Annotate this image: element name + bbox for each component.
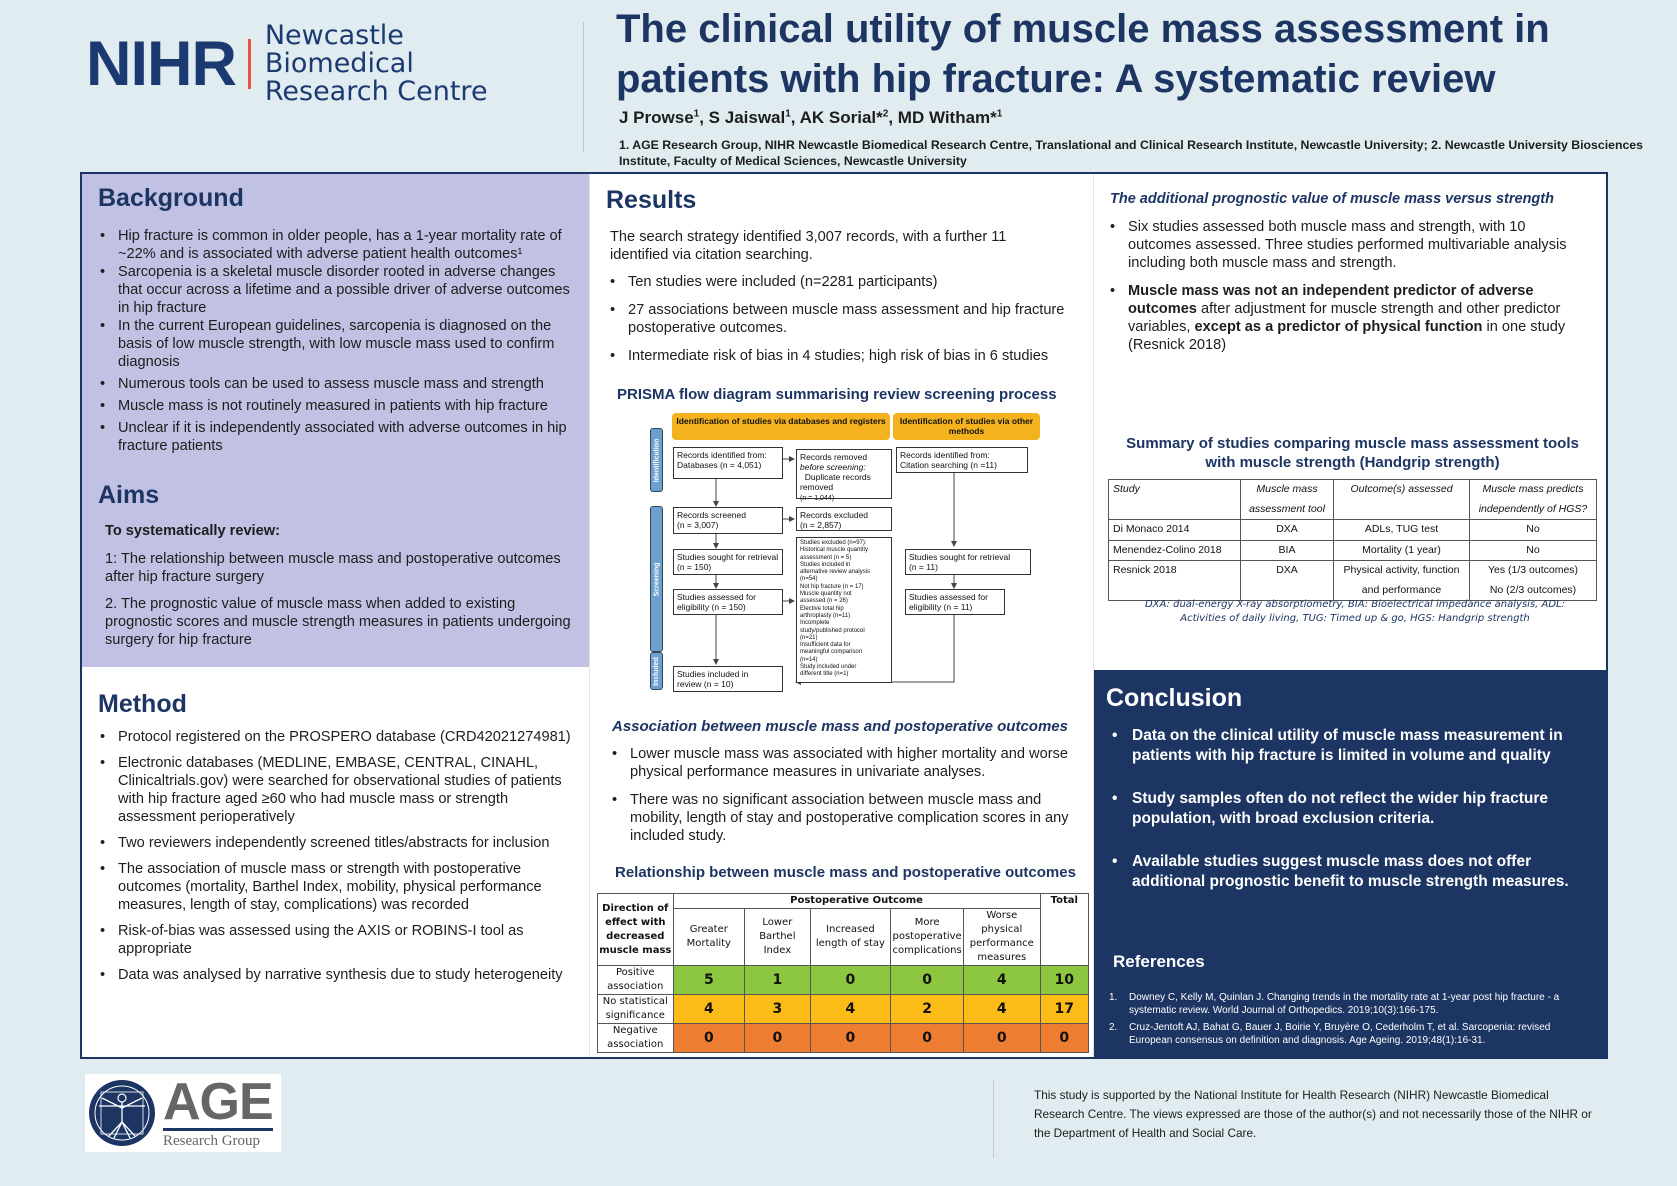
- conclusion-heading: Conclusion: [1106, 684, 1243, 712]
- logo-text-line-1: Newcastle Biomedical: [264, 20, 414, 79]
- summary-table: [1108, 479, 1597, 601]
- aims-heading: Aims: [98, 481, 160, 509]
- table-row: [1109, 520, 1597, 541]
- summary-predicts: Yes (1/3 outcomes) No (2/3 outcomes): [1470, 561, 1597, 601]
- relationship-caption: Relationship between muscle mass and postoperative outcomes: [615, 864, 1076, 881]
- reference-text: Downey C, Kelly M, Quinlan J. Changing trends in the mortality rate at 1-year post hip fracture - a systematic review. World Journal of Orthopedics. 2019;10(3):166-175.: [1129, 992, 1560, 1016]
- references-heading: References: [1113, 952, 1205, 971]
- prisma-head-other: Identification of studies via other methods: [893, 413, 1040, 440]
- prisma-removed-b: before screening:: [800, 462, 866, 472]
- outcome-header: Lower Barthel Index: [745, 909, 811, 966]
- table-row: [598, 894, 1089, 909]
- conclusion-list: [1108, 726, 1588, 915]
- association-list: [610, 745, 1075, 845]
- prognostic-item: • Six studies assessed both muscle mass and strength, with 10 outcomes assessed. Three studies performed multivariable analysis including both muscle mass and strength.: [1108, 218, 1586, 272]
- table-cell: 4: [964, 995, 1041, 1024]
- summary-outcome: ADLs, TUG test: [1334, 520, 1470, 541]
- prisma-records-identified: Records identified from: Databases (n = 4,051): [673, 447, 783, 479]
- outcome-header: Worse physical performance measures: [964, 909, 1041, 966]
- method-item: • Data was analysed by narrative synthesis due to study heterogeneity: [98, 966, 573, 984]
- prisma-sought-retrieval-other: Studies sought for retrieval (n = 11): [905, 549, 1031, 575]
- background-list: [98, 227, 576, 455]
- header-divider: [583, 22, 584, 152]
- method-item: • Electronic databases (MEDLINE, EMBASE, CENTRAL, CINAHL, Clinicaltrials.gov) were searched for observational studies of patients with hip fracture aged ≥60 who had muscle mass or strength assessment perioperatively: [98, 754, 573, 826]
- table-cell: 0: [891, 1024, 964, 1053]
- references-list: [1109, 991, 1589, 1051]
- logo-text-line-2: Research Centre: [264, 76, 488, 107]
- prognostic-item: [1108, 282, 1586, 354]
- table-cell: 5: [673, 966, 745, 995]
- summary-header: Outcome(s) assessed: [1334, 480, 1470, 520]
- prisma-side-screening-label: Screening: [653, 562, 661, 596]
- summary-tool: DXA: [1241, 520, 1334, 541]
- row-label: No statistical significance: [598, 995, 674, 1024]
- aims-intro: To systematically review:: [105, 523, 280, 539]
- table-row: [598, 966, 1089, 995]
- author-name: AK Sorial*: [799, 108, 883, 127]
- table-cell: 2: [891, 995, 964, 1024]
- author-sup: 1: [996, 108, 1003, 120]
- aim-1: 1: The relationship between muscle mass and postoperative outcomes after hip fracture surgery: [105, 551, 561, 585]
- table-cell: 4: [964, 966, 1041, 995]
- table-cell-total: 17: [1040, 995, 1088, 1024]
- association-item: • Lower muscle mass was associated with higher mortality and worse physical performance measures in univariate analyses.: [610, 745, 1075, 781]
- summary-tool: DXA: [1241, 561, 1334, 601]
- summary-tool: BIA: [1241, 540, 1334, 561]
- conclusion-item: • Data on the clinical utility of muscle mass measurement in patients with hip fracture is limited in volume and quality: [1108, 726, 1588, 765]
- prisma-side-included: [650, 652, 663, 690]
- prisma-side-included-label: Included: [653, 656, 660, 686]
- prisma-side-identification: [650, 428, 663, 492]
- outcome-header: Increased length of stay: [810, 909, 891, 966]
- prisma-head-databases: Identification of studies via databases and registers: [672, 413, 890, 440]
- background-item: • Unclear if it is independently associated with adverse outcomes in hip fracture patients: [98, 419, 576, 455]
- outcome-group-header: Postoperative Outcome: [673, 894, 1040, 909]
- relationship-table: [597, 893, 1089, 1053]
- direction-header: Direction of effect with decreased muscle mass: [598, 894, 674, 966]
- method-item: • The association of muscle mass or strength with postoperative outcomes (mortality, Barthel Index, mobility, physical performance measures, length of stay, complications) was recorded: [98, 860, 573, 914]
- background-item: • Muscle mass is not routinely measured in patients with hip fracture: [98, 397, 576, 415]
- title-line-1: The clinical utility of muscle mass assessment in: [616, 7, 1550, 51]
- method-item: • Two reviewers independently screened titles/abstracts for inclusion: [98, 834, 573, 852]
- prognostic-text-1: after adjustment for muscle strength and other predictor variables,: [1128, 301, 1561, 335]
- summary-footnote: DXA: dual-energy X-ray absorptiometry, BIA: Bioelectrical impedance analysis, ADL: Activities of daily living, TUG: Timed up & go, HGS: Handgrip strength: [1144, 599, 1565, 624]
- table-cell-total: 10: [1040, 966, 1088, 995]
- author-sup: 1: [785, 108, 791, 120]
- table-cell: 4: [810, 995, 891, 1024]
- prognostic-list: [1108, 218, 1586, 354]
- reference-item: [1109, 1021, 1589, 1047]
- summary-predicts: No: [1470, 520, 1597, 541]
- author-sup: 1: [693, 108, 700, 120]
- author-name: S Jaiswal: [708, 108, 786, 127]
- table-row: [1109, 480, 1597, 520]
- prisma-records-removed: [796, 449, 892, 502]
- table-cell: 1: [745, 966, 811, 995]
- footer-divider: [993, 1080, 994, 1158]
- nihr-logo-mark: NIHR: [86, 29, 236, 99]
- prognostic-bold-1: Muscle mass was not an independent predictor of adverse outcomes: [1128, 283, 1534, 317]
- vitruvian-man-icon: [87, 1078, 157, 1148]
- background-item: • Sarcopenia is a skeletal muscle disorder rooted in adverse changes that occur across a lifetime and a possible driver of adverse outcomes in hip fracture: [98, 263, 576, 317]
- poster-title: [616, 4, 1666, 104]
- table-row: [1109, 561, 1597, 601]
- outcome-header: Greater Mortality: [673, 909, 745, 966]
- prognostic-bold-2: except as a predictor of physical function: [1194, 319, 1483, 335]
- age-logo-big: AGE: [163, 1073, 273, 1131]
- summary-header: Muscle mass predicts independently of HGS?: [1470, 480, 1597, 520]
- prisma-removed-d: (n = 1,044): [800, 495, 835, 502]
- method-item: • Protocol registered on the PROSPERO database (CRD42021274981): [98, 728, 573, 746]
- summary-study: Menendez-Colino 2018: [1109, 540, 1241, 561]
- total-header: Total: [1040, 894, 1088, 966]
- method-list: [98, 728, 573, 984]
- prisma-caption: PRISMA flow diagram summarising review screening process: [617, 386, 1057, 403]
- background-item: • In the current European guidelines, sarcopenia is diagnosed on the basis of low muscle strength, with low muscle mass used to confirm diagnosis: [98, 317, 576, 371]
- reference-number: 2.: [1109, 1022, 1118, 1033]
- conclusion-item: • Available studies suggest muscle mass does not offer additional prognostic benefit to muscle strength measures.: [1108, 852, 1588, 891]
- summary-header: Muscle mass assessment tool: [1241, 480, 1334, 520]
- prisma-assessed-eligibility-other: Studies assessed for eligibility (n = 11): [905, 589, 1005, 615]
- summary-study: Di Monaco 2014: [1109, 520, 1241, 541]
- background-item: • Hip fracture is common in older people, has a 1-year mortality rate of ~22% and is associated with adverse patient health outcomes¹: [98, 227, 576, 263]
- results-item: • 27 associations between muscle mass assessment and hip fracture postoperative outcomes.: [608, 301, 1078, 337]
- method-heading: Method: [98, 690, 187, 718]
- prisma-studies-included: Studies included in review (n = 10): [673, 666, 783, 692]
- prisma-removed-a: Records removed: [800, 452, 868, 462]
- results-list: [608, 273, 1078, 365]
- table-row: [1109, 540, 1597, 561]
- table-cell: 3: [745, 995, 811, 1024]
- prisma-sought-retrieval: Studies sought for retrieval (n = 150): [673, 549, 783, 575]
- method-item: • Risk-of-bias was assessed using the AXIS or ROBINS-I tool as appropriate: [98, 922, 573, 958]
- summary-header: Study: [1109, 480, 1241, 520]
- summary-caption-line-1: Summary of studies comparing muscle mass assessment tools: [1126, 435, 1579, 452]
- summary-predicts: No: [1470, 540, 1597, 561]
- association-item: • There was no significant association between muscle mass and mobility, length of stay and postoperative complication scores in any included study.: [610, 791, 1075, 845]
- nihr-logo: [86, 20, 546, 107]
- reference-text: Cruz-Jentoft AJ, Bahat G, Bauer J, Boirie Y, Bruyère O, Cederholm T, et al. Sarcopenia: revised European consensus on definition and diagnosis. Age Ageing. 2019;48(1):16-31.: [1129, 1022, 1551, 1046]
- prognostic-heading: The additional prognostic value of muscle mass versus strength: [1110, 191, 1554, 207]
- affiliations: 1. AGE Research Group, NIHR Newcastle Biomedical Research Centre, Translational and Clinical Research Institute, Newcastle University; 2. Newcastle University Biosciences Institute, Faculty of Medical Sciences, Newcastle University: [619, 138, 1643, 168]
- aim-2: 2. The prognostic value of muscle mass when added to existing prognostic scores and muscle strength measures in patients undergoing surgery for hip fracture: [105, 596, 571, 648]
- table-row: [598, 995, 1089, 1024]
- prognostic-text-2: in one study (Resnick 2018): [1128, 319, 1566, 353]
- prisma-removed-c: Duplicate records removed: [800, 472, 871, 492]
- prisma-diagram: [650, 412, 1050, 692]
- row-label: Negative association: [598, 1024, 674, 1053]
- prisma-studies-excluded: Studies excluded (n=97): Historical muscle quantity assessment (n = 5) Studies included in alternative review analysis (n=54) Not hip fracture (n = 17) Muscle quantity not assessed (n = 26) Elective total hip arthroplasty (n=11) Incomplete study/published protocol (n=21) Insufficient data for meaningful comparison (n=14) Study included under different title (n=1): [796, 537, 892, 683]
- table-cell: 0: [964, 1024, 1041, 1053]
- prisma-side-identification-label: Identification: [653, 438, 660, 482]
- background-item: • Numerous tools can be used to assess muscle mass and strength: [98, 375, 576, 393]
- logo-divider: [248, 39, 251, 89]
- conclusion-item: • Study samples often do not reflect the wider hip fracture population, with broad exclusion criteria.: [1108, 789, 1588, 828]
- prisma-assessed-eligibility: Studies assessed for eligibility (n = 150): [673, 589, 783, 615]
- prisma-side-screening: [650, 506, 663, 652]
- author-sup: 2: [882, 108, 889, 120]
- table-cell: 4: [673, 995, 745, 1024]
- outcome-header: More postoperative complications: [891, 909, 964, 966]
- authors: J Prowse$^1$, S Jaiswal$^1$, AK Sorial*$^2$, MD Witham*$^1$: [619, 108, 1003, 127]
- table-cell: 0: [745, 1024, 811, 1053]
- reference-item: [1109, 991, 1589, 1017]
- logo-text: [265, 22, 546, 106]
- reference-number: 1.: [1109, 992, 1118, 1003]
- funding-statement: This study is supported by the National Institute for Health Research (NIHR) Newcastle Biomedical Research Centre. The views expressed are those of the author(s) and not necessarily those of the NIHR or the Department of Health and Social Care.: [1034, 1088, 1592, 1140]
- results-item: • Intermediate risk of bias in 4 studies; high risk of bias in 6 studies: [608, 347, 1078, 365]
- author-name: J Prowse: [619, 108, 694, 127]
- table-row: [598, 1024, 1089, 1053]
- summary-caption: [1108, 434, 1597, 472]
- table-cell-total: 0: [1040, 1024, 1088, 1053]
- author-name: MD Witham*: [897, 108, 997, 127]
- age-logo-small: Research Group: [163, 1133, 261, 1149]
- summary-outcome: Physical activity, function and performance: [1334, 561, 1470, 601]
- summary-caption-line-2: with muscle strength (Handgrip strength): [1205, 454, 1500, 471]
- table-cell: 0: [891, 966, 964, 995]
- results-heading: Results: [606, 186, 697, 214]
- age-research-group-logo: [85, 1074, 281, 1152]
- results-item: • Ten studies were included (n=2281 participants): [608, 273, 1078, 291]
- row-label: Positive association: [598, 966, 674, 995]
- table-cell: 0: [673, 1024, 745, 1053]
- summary-outcome: Mortality (1 year): [1334, 540, 1470, 561]
- table-cell: 0: [810, 966, 891, 995]
- prisma-records-excluded: Records excluded (n = 2,857): [796, 507, 892, 531]
- results-intro: The search strategy identified 3,007 records, with a further 11 identified via citation searching.: [610, 229, 1007, 263]
- title-line-2: patients with hip fracture: A systematic review: [616, 57, 1496, 101]
- association-heading: Association between muscle mass and postoperative outcomes: [612, 718, 1068, 735]
- age-logo-text: [163, 1073, 273, 1150]
- table-cell: 0: [810, 1024, 891, 1053]
- summary-study: Resnick 2018: [1109, 561, 1241, 601]
- background-heading: Background: [98, 184, 244, 212]
- prisma-other-identified: Records identified from: Citation searching (n =11): [896, 447, 1028, 473]
- prisma-records-screened: Records screened (n = 3,007): [673, 507, 783, 534]
